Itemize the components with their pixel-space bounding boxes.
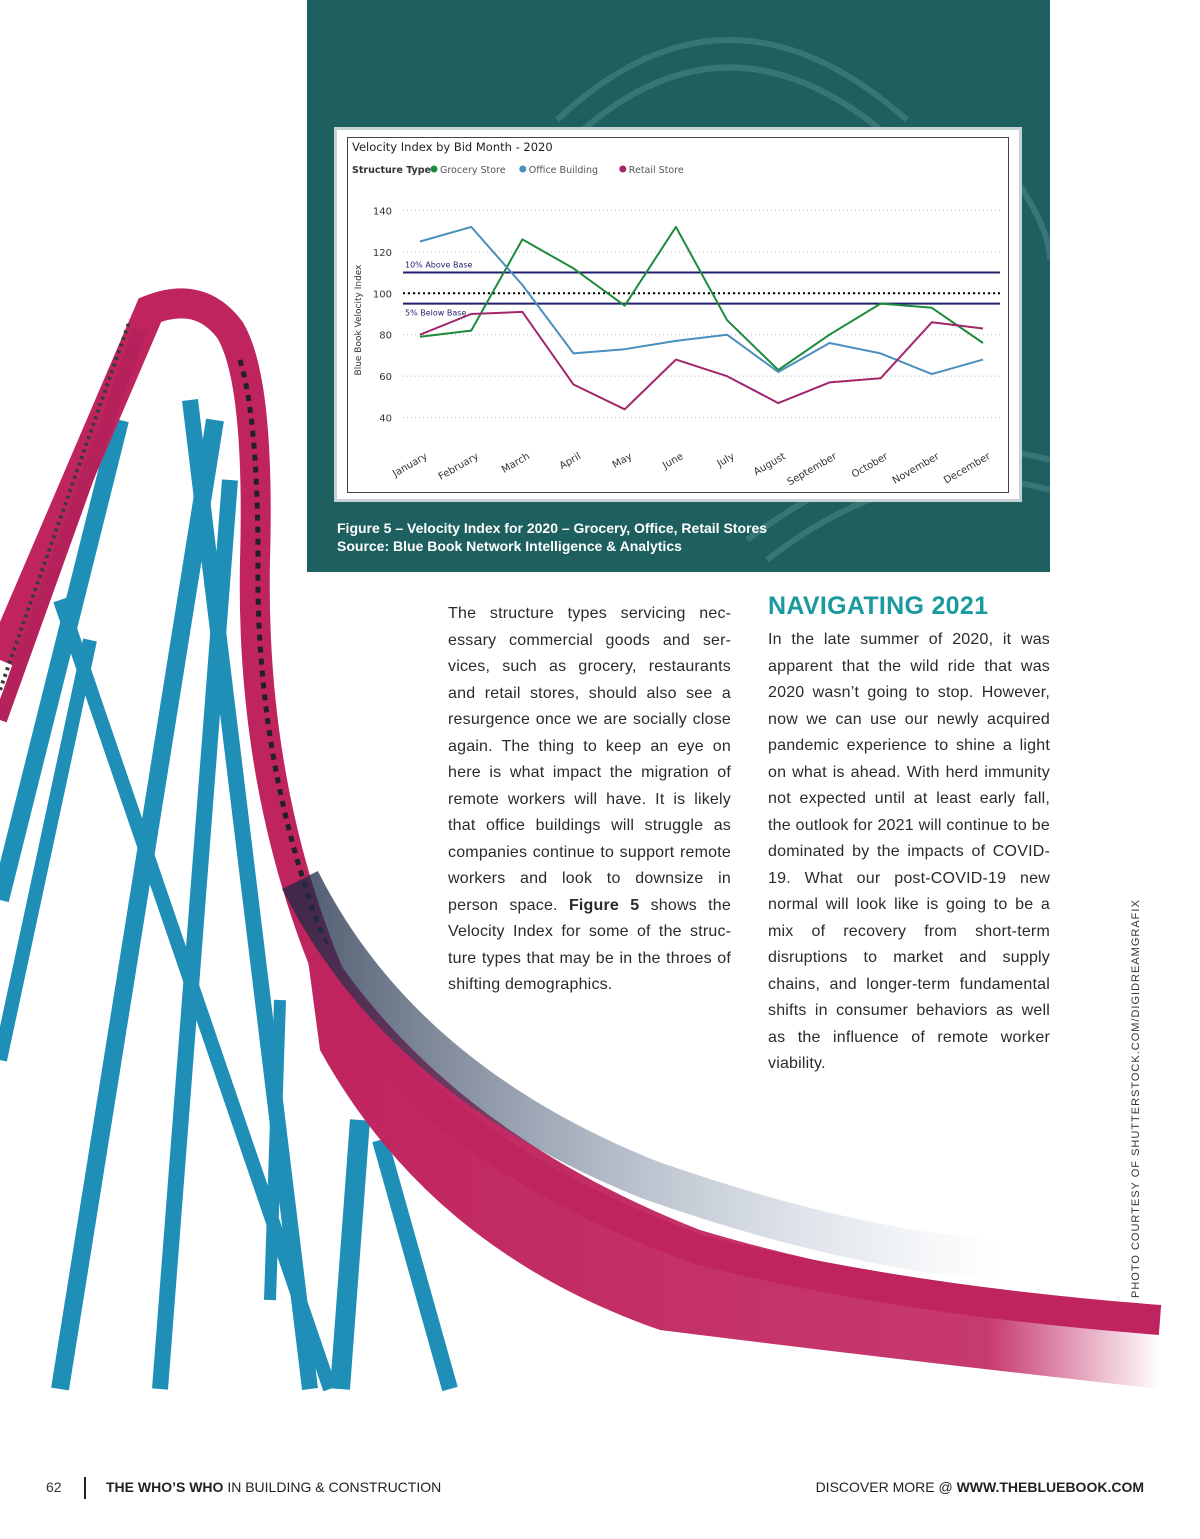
publication-name bbox=[106, 1479, 441, 1495]
page-number: 62 bbox=[46, 1479, 62, 1495]
section-heading: NAVIGATING 2021 bbox=[768, 592, 989, 620]
website-link[interactable]: WWW.THEBLUEBOOK.COM bbox=[956, 1479, 1144, 1495]
figure-reference: Figure 5 bbox=[568, 896, 640, 914]
x-tick-label: May bbox=[610, 451, 635, 471]
y-tick-label: 100 bbox=[372, 289, 392, 301]
caption-source: Source: Blue Book Network Intelligence & Analytics bbox=[337, 538, 682, 554]
legend-label: Retail Store bbox=[628, 165, 684, 176]
x-tick-label: October bbox=[849, 451, 891, 481]
photo-credit: PHOTO COURTESY OF SHUTTERSTOCK.COM/DIGIDREAMGRAFIX bbox=[1130, 899, 1142, 1298]
discover-more bbox=[816, 1479, 1144, 1495]
velocity-index-chart bbox=[348, 138, 1007, 491]
discover-label: DISCOVER MORE @ bbox=[815, 1479, 957, 1495]
x-tick-label: January bbox=[391, 451, 430, 480]
x-tick-label: April bbox=[557, 451, 584, 473]
x-tick-label: December bbox=[942, 451, 993, 487]
y-axis-label: Blue Book Velocity Index bbox=[354, 264, 364, 376]
chart-area bbox=[347, 137, 1009, 493]
right-paragraph-text: In the late summer of 2020, it was apparent that the wild ride that was 2020 wasn’t going to stop. However, now we can use our newly acquired pandemic experience to shine a light on what is ahead. With herd immunity not expected until at least early fall, the outlook for 2021 will continue to be dominated by the impacts of COVID-19. What our post-COVID-19 new normal will look like is going to be a mix of recovery from short-term disruptions to market and supply chains, and longer-term fundamental shifts in consumer behaviors as well as the influence of remote worker viability. bbox=[768, 631, 1050, 1072]
publication-name-bold: THE WHO’S WHO bbox=[106, 1479, 224, 1495]
y-tick-label: 80 bbox=[379, 330, 392, 342]
left-paragraph-text: The structure types servicing necessary commercial goods and services, such as grocery, restaurants and retail stores, should also see a resurgence once we are socially close again. The thing to keep an eye on here is what impact the migration of remote workers will have. It is likely that office buildings will struggle as companies continue to support remote workers and look to downsize in person space. bbox=[448, 605, 731, 914]
x-tick-label: June bbox=[661, 451, 686, 472]
y-tick-label: 40 bbox=[379, 413, 392, 425]
legend-marker bbox=[619, 166, 626, 173]
footer-divider bbox=[84, 1477, 86, 1499]
y-tick-label: 60 bbox=[379, 372, 392, 384]
x-tick-label: August bbox=[751, 451, 788, 479]
series-line bbox=[420, 227, 983, 370]
x-tick-label: February bbox=[436, 451, 481, 483]
y-tick-label: 140 bbox=[372, 206, 392, 218]
y-tick-label: 120 bbox=[372, 247, 392, 259]
reference-line-label: 5% Below Base bbox=[405, 308, 467, 318]
legend-title: Structure Type bbox=[352, 165, 431, 176]
article-left-column bbox=[448, 601, 731, 999]
publication-name-rest: IN BUILDING & CONSTRUCTION bbox=[223, 1479, 442, 1495]
legend-marker bbox=[431, 166, 438, 173]
article-right-column bbox=[768, 627, 1050, 1078]
figure-panel bbox=[307, 0, 1050, 572]
x-tick-label: July bbox=[715, 451, 737, 470]
chart-title: Velocity Index by Bid Month - 2020 bbox=[352, 140, 553, 154]
x-tick-label: September bbox=[785, 451, 839, 489]
reference-line-label: 10% Above Base bbox=[405, 260, 473, 270]
figure-caption bbox=[337, 519, 767, 555]
chart-frame bbox=[334, 127, 1022, 502]
caption-title: Figure 5 – Velocity Index for 2020 – Grocery, Office, Retail Stores bbox=[337, 520, 768, 536]
legend-label: Grocery Store bbox=[440, 165, 506, 176]
legend-label: Office Building bbox=[528, 165, 599, 176]
x-tick-label: March bbox=[499, 451, 532, 476]
x-tick-label: November bbox=[890, 451, 942, 487]
left-paragraph-text-cont: shows the Velocity Index for some of the structure types that may be in the throes of shifting demographics. bbox=[448, 896, 732, 993]
legend-marker bbox=[519, 166, 526, 173]
series-line bbox=[420, 227, 983, 374]
chart-legend bbox=[352, 165, 684, 176]
